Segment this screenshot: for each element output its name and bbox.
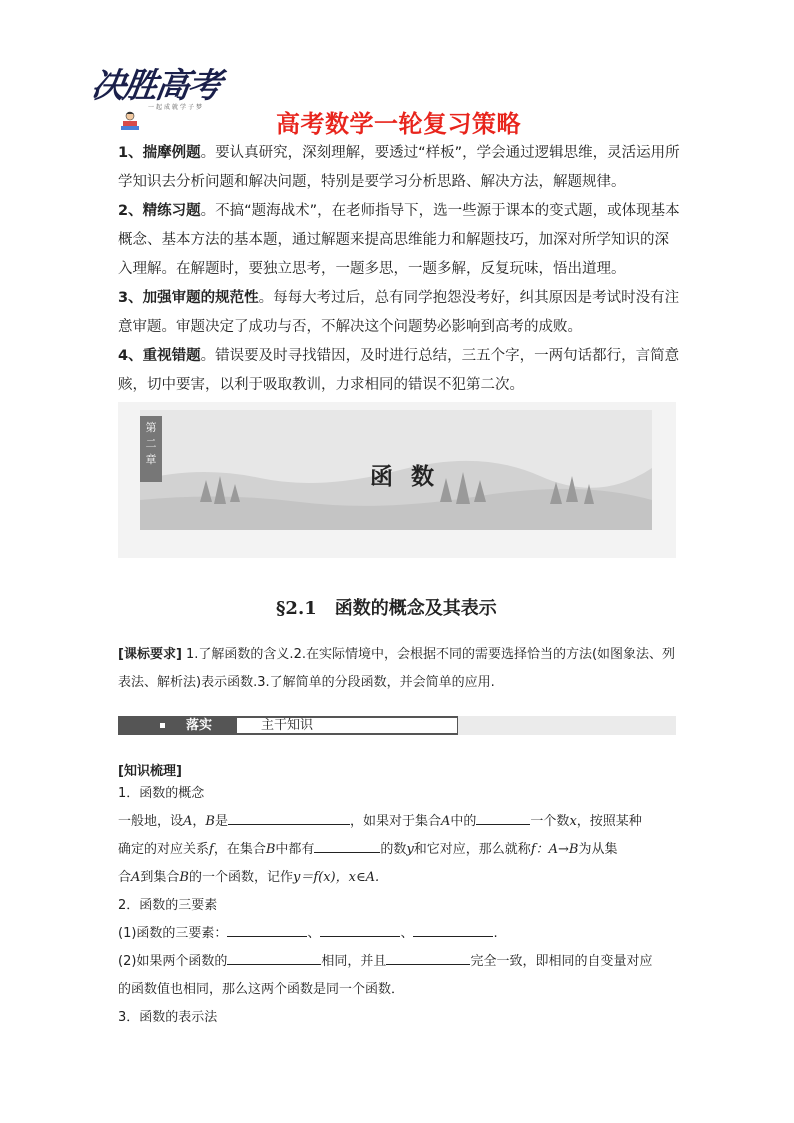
- strategy-num: 2、: [118, 203, 143, 219]
- strategy-text: 。不搞“题海战术”，在老师指导下，选一些源于课本的变式题，或体现基本概念、基本方法的基本题，通过解题来提高思维能力和解题技巧，加深对所学知识的深入理解。在解题时，要独立思考，一题多思，一题多解，反复玩味，悟出道理。: [118, 203, 680, 277]
- text: 和它对应，那么就称: [413, 842, 531, 857]
- student-reading-icon: [118, 110, 142, 132]
- section-title: §2.1 函数的概念及其表示: [276, 598, 497, 619]
- bullet-icon: [160, 723, 165, 728]
- section-tab-bar: [118, 716, 676, 735]
- fill-blank[interactable]: [386, 950, 470, 965]
- strategy-heading: 精练习题: [142, 203, 201, 219]
- requirements-text: 1.了解函数的含义.2.在实际情境中，会根据不同的需要选择恰当的方法(如图象法、列表法、解析法)表示函数.3.了解简单的分段函数，并会简单的应用.: [118, 647, 676, 690]
- fill-blank[interactable]: [476, 810, 530, 825]
- chapter-title: 函数: [370, 464, 452, 490]
- curriculum-requirements: [118, 641, 680, 697]
- text: 中的: [450, 814, 477, 829]
- tab-bar-fill: [458, 716, 676, 735]
- text: 、: [400, 926, 414, 941]
- strategy-num: 4、: [118, 348, 143, 364]
- elements-line-1: [118, 920, 680, 948]
- elements-line-2: [118, 948, 680, 976]
- text: 一个数: [530, 814, 570, 829]
- chapter-banner: [118, 402, 676, 558]
- text: ，在集合: [213, 842, 266, 857]
- heading-three-elements: 2．函数的三要素: [118, 898, 218, 913]
- text: 的一个函数，记作: [188, 870, 293, 885]
- strategy-text: 。错误要及时寻找错因，及时进行总结，三五个字，一两句话都行，言简意赅，切中要害，以利于吸取教训，力求相同的错误不犯第二次。: [118, 348, 680, 393]
- strategy-heading: 揣摩例题: [142, 145, 201, 161]
- text: 中都有: [275, 842, 315, 857]
- text: 相同，并且: [321, 954, 387, 969]
- fill-blank[interactable]: [228, 810, 350, 825]
- strategy-3: [118, 284, 680, 342]
- var-f: f: [209, 842, 214, 857]
- knowledge-label: [知识梳理]: [118, 764, 182, 779]
- heading-representation: 3．函数的表示法: [118, 1010, 218, 1025]
- function-notation: y＝f(x)，x∈A.: [293, 870, 380, 885]
- fill-blank[interactable]: [320, 922, 400, 937]
- requirements-label: [课标要求]: [118, 647, 182, 662]
- var-a: A: [441, 814, 451, 829]
- text: 是: [214, 814, 228, 829]
- fill-blank[interactable]: [314, 838, 380, 853]
- strategy-4: [118, 342, 680, 400]
- text: 的数: [380, 842, 407, 857]
- text: (2)如果两个函数的: [118, 954, 228, 969]
- concept-line-3: [118, 864, 680, 892]
- strategy-1: [118, 139, 680, 197]
- strategy-heading: 加强审题的规范性: [142, 290, 259, 306]
- text: 合: [118, 870, 132, 885]
- text: 一般地，设: [118, 814, 184, 829]
- var-a: A: [131, 870, 141, 885]
- strategy-text: 。每每大考过后，总有同学抱怨没考好，纠其原因是考试时没有注意审题。审题决定了成功与否，不解决这个问题势必影响到高考的成败。: [118, 290, 680, 335]
- text: ，按照某种: [576, 814, 642, 829]
- concept-line-1: [118, 808, 680, 836]
- text: 、: [307, 926, 321, 941]
- var-b: B: [179, 870, 189, 885]
- text: ，如果对于集合: [350, 814, 442, 829]
- text: 完全一致，即相同的自变量对应: [470, 954, 653, 969]
- document-title: 高考数学一轮复习策略: [276, 110, 521, 138]
- var-b: B: [265, 842, 276, 857]
- text: ，: [192, 814, 206, 829]
- tab-right-label: 主干知识: [236, 717, 458, 734]
- logo-subtitle: 一起成就学子梦: [148, 104, 205, 111]
- strategy-2: [118, 197, 680, 284]
- text: (1)函数的三要素：: [118, 926, 228, 941]
- fill-blank[interactable]: [227, 922, 307, 937]
- logo-text: 决胜高考: [88, 66, 223, 106]
- mapping-notation: f：A→B: [530, 842, 579, 857]
- tab-left-label: 落实: [186, 718, 213, 733]
- text: 到集合: [140, 870, 180, 885]
- text: 为从集: [578, 842, 618, 857]
- strategy-heading: 重视错题: [142, 348, 201, 364]
- strategy-num: 1、: [118, 145, 143, 161]
- text: 确定的对应关系: [118, 842, 210, 857]
- text: .: [493, 926, 498, 941]
- var-a: A: [183, 814, 193, 829]
- strategy-num: 3、: [118, 290, 143, 306]
- concept-line-2: [118, 836, 680, 864]
- var-x: x: [569, 814, 577, 829]
- fill-blank[interactable]: [413, 922, 493, 937]
- fill-blank[interactable]: [227, 950, 321, 965]
- elements-line-3: 的函数值也相同，那么这两个函数是同一个函数．: [118, 982, 405, 997]
- var-b: B: [205, 814, 215, 829]
- heading-function-concept: 1．函数的概念: [118, 786, 205, 801]
- tab-left: [118, 716, 236, 735]
- var-y: y: [406, 842, 414, 857]
- logo: [88, 58, 223, 138]
- strategy-text: 。要认真研究，深刻理解，要透过“样板”，学会通过逻辑思维，灵活运用所学知识去分析问题和解决问题，特别是要学习分析思路、解决方法，解题规律。: [118, 145, 680, 190]
- chapter-tab: 第 二 章: [140, 416, 162, 482]
